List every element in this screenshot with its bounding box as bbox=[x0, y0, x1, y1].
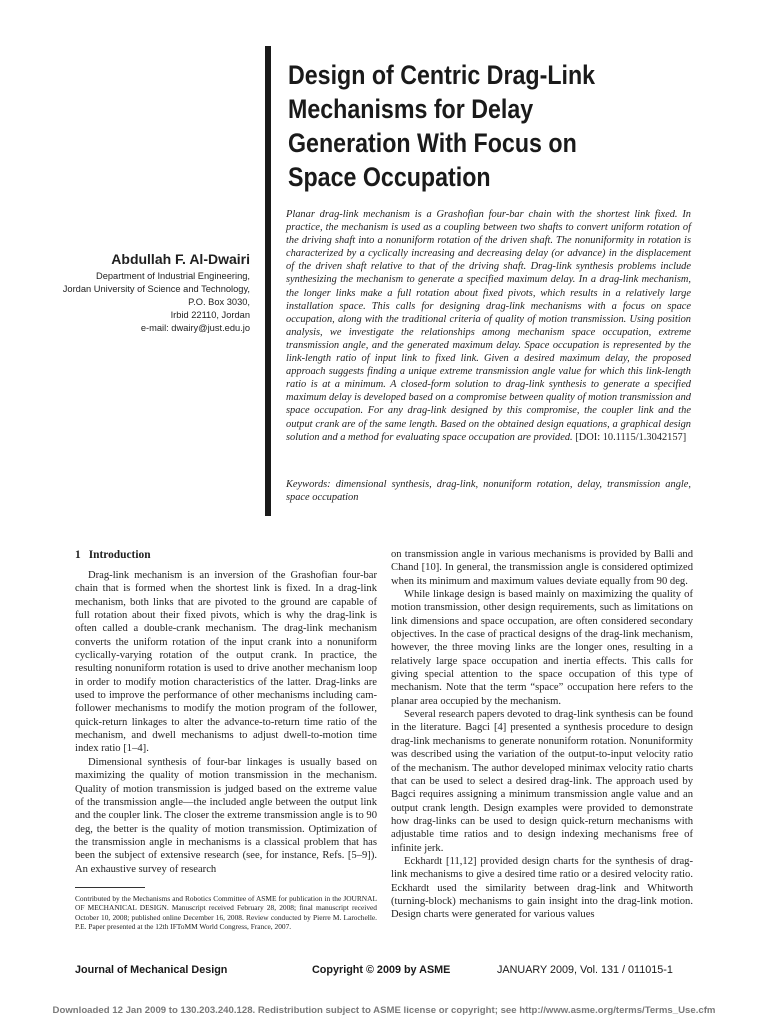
footer-issue: JANUARY 2009, Vol. 131 / 011015-1 bbox=[497, 964, 673, 976]
affiliation-line: Irbid 22110, Jordan bbox=[170, 310, 250, 320]
paper-title: Design of Centric Drag-Link Mechanisms for Delay Generation With Focus on Space Occupation bbox=[288, 60, 596, 192]
paragraph: Drag-link mechanism is an inversion of the Grashofian four-bar chain that is formed when the shortest link is fixed. In a drag-link mechanism, both links that are pivoted to the ground are capable of full rotation about their fixed pivots, which is why the drag-link is often called a double-crank mechanism. The drag-link mechanism converts the uniform rotation of the input crank into a nonuniform cyclically-varying rotation of the output crank. In practice, the resulting nonuniform rotation is used to drive another mechanism loop in order to modify motion characteristics of the latter. Drag-links are used to improve the performance of other mechanisms including cam-follower mechanisms to modify the motion program of the follower, quick-return linkages to alter the advance-to-return time ratio of the mechanism, and dwell mechanisms to adjust dwell-to-motion time index ratio [1–4]. bbox=[75, 570, 377, 755]
author-email: e-mail: dwairy@just.edu.jo bbox=[140, 323, 250, 333]
paragraph: Several research papers devoted to drag-link synthesis can be found in the literature. Bagci [4] presented a synthesis procedure to design drag-link mechanisms to generate nonuniform rotation. Nonuniformity was described using the variation of the output-to-input velocity ratio of the mechanism. The author developed minimax velocity ratio charts that can be used to select a desired drag-link. The approach used by Bagci requires assigning a minimum transmission angle value and an output crank length. Design examples were provided to demonstrate how drag-links can be used to design quick-return mechanisms with adjustable time ratios and to design indexing mechanisms free of infinite jerk. bbox=[391, 709, 693, 854]
author-block bbox=[60, 250, 250, 335]
abstract bbox=[286, 208, 691, 444]
title-rule bbox=[265, 46, 271, 516]
footnote-rule bbox=[75, 887, 145, 888]
abstract-text: Planar drag-link mechanism is a Grashofian four-bar chain with the shortest link fixed. In practice, the mechanism is used as a coupling between two shafts to convert uniform rotation of the driving shaft into a nonuniform rotation of the driven shaft. The nonuniformity in rotation is characterized by a cyclically increasing and decreasing delay (or advance) in the displacement of the driven shaft relative to that of the driving shaft. Drag-link synthesis problems include synthesizing the mechanism to generate a specified maximum delay. In a drag-link mechanism, the longer links make a full rotation about fixed pivots, which results in a relatively large installation space. This calls for designing drag-link mechanisms with a focus on space occupation, along with the traditional criteria of quality of motion transmission. Using position analysis, we investigate the relationships among mechanism space occupation, extreme transmission angle, and the generated maximum delay. Space occupation is represented by the link-length ratio of input link to fixed link. Given a desired maximum delay, the proposed approach suggests finding a unique extreme transmission angle value for which this link-length ratio is at a minimum. A closed-form solution to drag-link synthesis to generate a specified maximum delay is developed based on a compromise between quality of motion transmission and space occupation. For any drag-link designed by this compromise, the coupler link and the output crank are of the same length. Based on the obtained design equations, a graphical design solution and a method for evaluating space occupation are provided. bbox=[286, 209, 691, 443]
paragraph: While linkage design is based mainly on maximizing the quality of motion transmission, other design requirements, such as limitations on link dimensions and space occupation, are often considered secondary objectives. In the case of practical designs of the drag-link mechanism, however, the three moving links are the longer ones, resulting in a relatively large space occupation and inertia effects. This calls for giving special attention to the space occupation of this type of mechanism. Note that the term “space” occupation here refers to the planar area occupied by the mechanism. bbox=[391, 589, 693, 707]
affiliation-line: P.O. Box 3030, bbox=[188, 297, 250, 307]
affiliation-line: Department of Industrial Engineering, bbox=[95, 271, 250, 281]
affiliation-line: Jordan University of Science and Technology, bbox=[62, 284, 250, 294]
author-name: Abdullah F. Al-Dwairi bbox=[111, 251, 250, 267]
download-notice: Downloaded 12 Jan 2009 to 130.203.240.128. Redistribution subject to ASME license or copyright; see http://www.asme.org/terms/Terms_Use.cfm bbox=[52, 1005, 716, 1016]
section-number: 1 bbox=[75, 549, 81, 561]
left-column bbox=[75, 548, 377, 876]
section-heading bbox=[75, 548, 377, 563]
footer-journal: Journal of Mechanical Design bbox=[75, 964, 228, 976]
right-column bbox=[391, 548, 693, 922]
keywords: Keywords: dimensional synthesis, drag-link, nonuniform rotation, delay, transmission angle, space occupation bbox=[286, 479, 691, 504]
paragraph: Eckhardt [11,12] provided design charts for the synthesis of drag-link mechanisms to give a desired time ratio or a desired velocity ratio. Eckhardt used the similarity between drag-link and Whitworth (turning-block) mechanisms to gain insight into the drag-link motion. Design charts were generated for various values bbox=[391, 855, 693, 921]
paragraph: on transmission angle in various mechanisms is provided by Balli and Chand [10]. In general, the transmission angle is considered optimized when its minimum and maximum values deviate equally from 90 deg. bbox=[391, 549, 693, 587]
paragraph: Dimensional synthesis of four-bar linkages is usually based on maximizing the quality of motion transmission in the mechanism. Quality of motion transmission is judged based on the extreme value of the transmission angle—the included angle between the output link and the coupler link. The closer the extreme transmission angle is to 90 deg, the better is the quality of motion transmission. Optimization of the transmission angle in mechanisms is a classical problem that has been the subject of extensive research (see, for instance, Refs. [5–9]). An exhaustive survey of research bbox=[75, 756, 377, 875]
doi-link[interactable]: [DOI: 10.1115/1.3042157] bbox=[575, 431, 687, 443]
footer-copyright: Copyright © 2009 by ASME bbox=[312, 964, 451, 976]
section-title: Introduction bbox=[88, 549, 151, 561]
footnote: Contributed by the Mechanisms and Robotics Committee of ASME for publication in the JOURNAL OF MECHANICAL DESIGN. Manuscript received February 28, 2008; final manuscript received October 10, 2008; published online December 16, 2008. Review conducted by Pierre M. Larochelle. P.E. Paper presented at the 12th IFToMM World Congress, France, 2007. bbox=[75, 894, 377, 932]
